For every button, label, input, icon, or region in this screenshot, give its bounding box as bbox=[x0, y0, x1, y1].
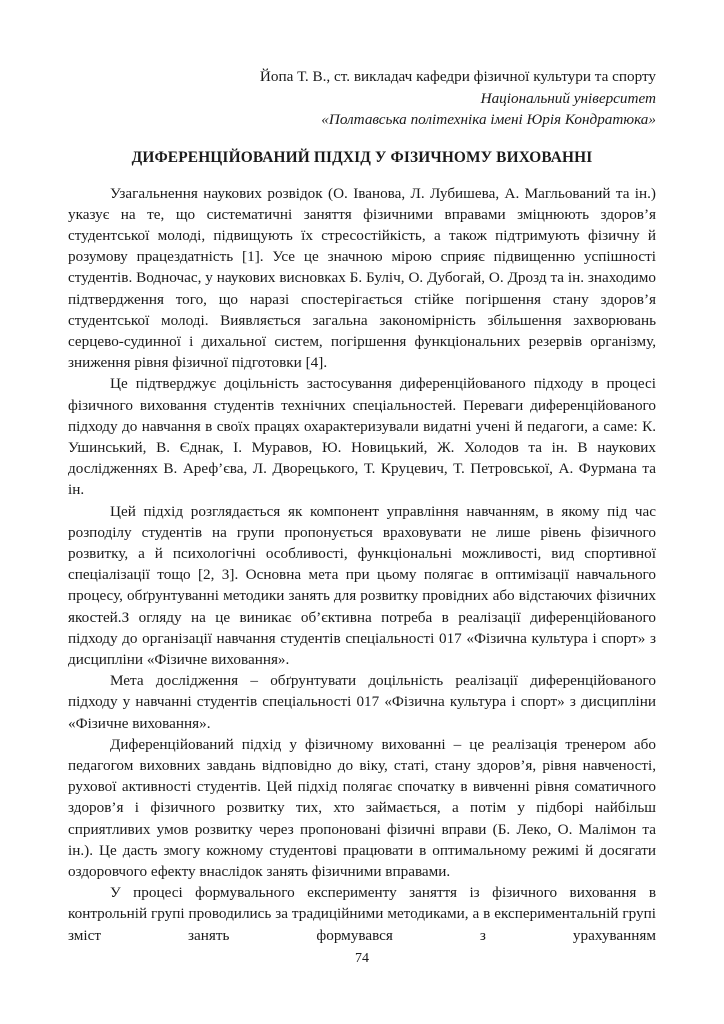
author-affiliation-block bbox=[68, 66, 656, 131]
page-content bbox=[68, 0, 656, 946]
body-paragraph: У процесі формувального експерименту заняття із фізичного виховання в контрольній групі проводились за традиційними методиками, а в експериментальній групі зміст занять формувався з урахуванням bbox=[68, 884, 656, 944]
institution-line-2: «Полтавська політехніка імені Юрія Кондратюка» bbox=[321, 111, 656, 128]
author-line: Йопа Т. В., ст. викладач кафедри фізичної культури та спорту bbox=[259, 68, 656, 85]
body-paragraph: Узагальнення наукових розвідок (О. Іванова, Л. Лубишева, А. Магльований та ін.) указує на те, що систематичні заняття фізичними вправами зміцнюють здоров’я студентської молоді, підвищують їх стресостійкість, а також підтримують фізичну й розумову працездатність [1]. Усе це значною мірою сприяє підвищенню успішності студентів. Водночас, у наукових висновках Б. Буліч, О. Дубогай, О. Дрозд та ін. знаходимо підтвердження того, що наразі спостерігається стійке погіршення стану здоров’я студентської молоді. Виявляється загальна закономірність збільшення захворювань серцево-судинної і дихальної систем, погіршення функціональних резервів організму, зниження рівня фізичної підготовки [4]. bbox=[68, 184, 656, 372]
page-title: ДИФЕРЕНЦІЙОВАНИЙ ПІДХІД У ФІЗИЧНОМУ ВИХОВАННІ bbox=[131, 148, 593, 166]
body-paragraph: Мета дослідження – обґрунтувати доцільність реалізації диференційованого підходу у навчанні студентів спеціальності 017 «Фізична культура і спорт» з дисципліни «Фізичне виховання». bbox=[68, 672, 656, 732]
body-paragraph: Цей підхід розглядається як компонент управління навчанням, в якому під час розподілу студентів на групи пропонується враховувати не лише рівень фізичного розвитку, а й психологічні особливості, функціональні можливості, вид спортивної спеціалізації тощо [2, 3]. Основна мета при цьому полягає в оптимізації навчального процесу, обґрунтуванні методики занять для розвитку провідних або відстаючих фізичних якостей.З огляду на це виникає об’єктивна потреба в реалізації диференційованого підходу до організації навчання студентів спеціальності 017 «Фізична культура і спорт» з дисципліни «Фізичне виховання». bbox=[68, 502, 656, 668]
article-body bbox=[68, 183, 656, 946]
body-paragraph: Це підтверджує доцільність застосування диференційованого підходу в процесі фізичного виховання студентів технічних спеціальностей. Переваги диференційованого підходу до навчання в своїх працях охарактеризували видатні учені й педагоги, а саме: К. Ушинський, В. Єднак, І. Муравов, Ю. Новицький, Ж. Холодов та ін. В наукових дослідженнях В. Ареф’єва, Л. Дворецького, Т. Круцевич, Т. Петровської, А. Фурмана та ін. bbox=[68, 375, 656, 499]
page-number: 74 bbox=[355, 951, 369, 966]
institution-line-1: Національний університет bbox=[480, 89, 656, 107]
body-paragraph: Диференційований підхід у фізичному вихованні – це реалізація тренером або педагогом виховних завдань відповідно до віку, статі, стану здоров’я, рівня навченості, рухової активності студентів. Цей підхід полягає спочатку в вивченні рівня соматичного здоров’я і фізичного розвитку тих, хто займається, а потім у підборі найбільш сприятливих умов розвитку через пропоновані фізичні вправи (Б. Леко, О. Малімон та ін.). Це дасть змогу кожному студентові працювати в оптимальному режимі й досягати оздоровчого ефекту внаслідок занять фізичними вправами. bbox=[68, 735, 656, 880]
